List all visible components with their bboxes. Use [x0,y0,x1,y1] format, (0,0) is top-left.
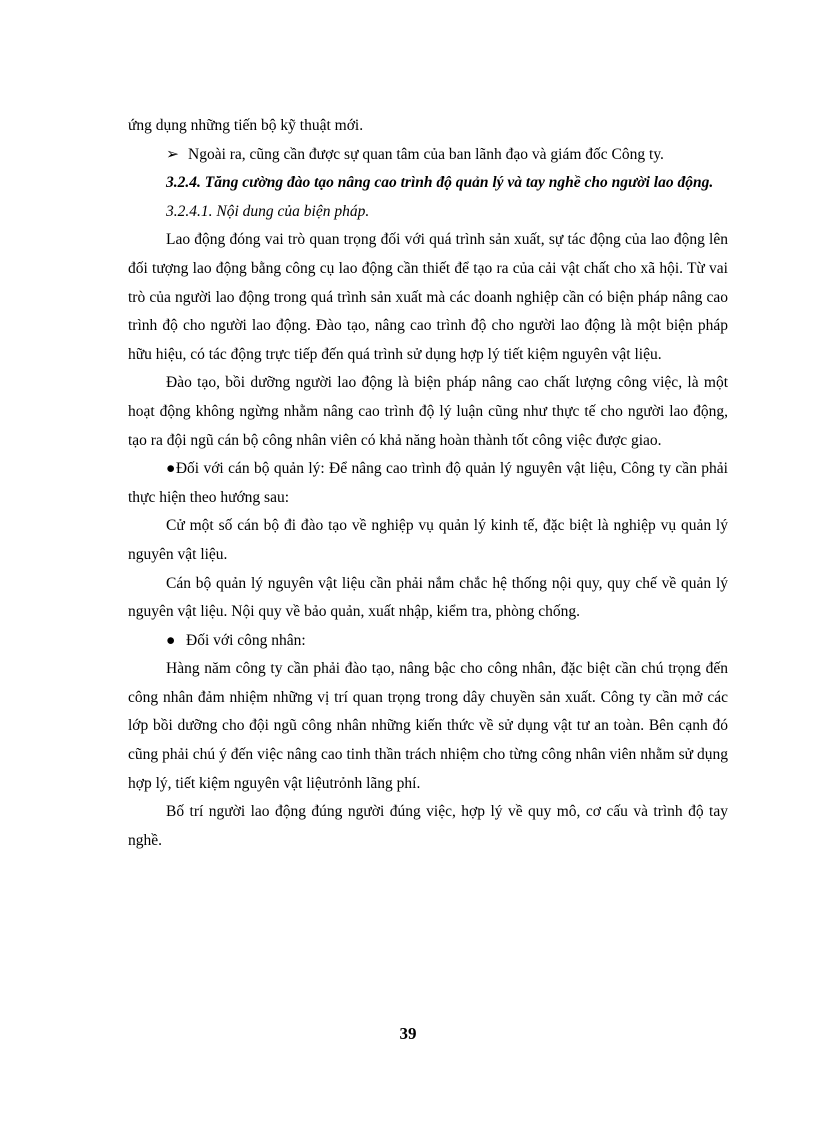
paragraph: Lao động đóng vai trò quan trọng đối với quá trình sản xuất, sự tác động của lao động lên đối tượng lao động bằng công cụ lao động cần thiết để tạo ra của cải vật chất cho xã hội. Từ vai trò của người lao động trong quá trình sản xuất mà các doanh nghiệp cần có biện pháp nâng cao trình độ cho người lao động. Đào tạo, nâng cao trình độ cho người lao động là một biện pháp hữu hiệu, có tác động trực tiếp đến quá trình sử dụng hợp lý tiết kiệm nguyên vật liệu. [128,231,728,363]
bullet-text: Đối với cán bộ quản lý: Để nâng cao trình độ quản lý nguyên vật liệu, Công ty cần phải thực hiện theo hướng sau: [128,460,728,506]
bullet-text: Ngoài ra, cũng cần được sự quan tâm của ban lãnh đạo và giám đốc Công ty. [188,145,664,163]
bullet-text: Đối với công nhân: [186,631,306,649]
document-body [128,112,728,855]
dot-bullet-icon: ● [166,460,176,478]
paragraph: Hàng năm công ty cần phải đào tạo, nâng bậc cho công nhân, đặc biệt cần chú trọng đến công nhân đảm nhiệm những vị trí quan trọng trong dây chuyền sản xuất. Công ty cần mở các lớp bồi dưỡng cho đội ngũ công nhân những kiến thức về sử dụng vật tư an toàn. Bên cạnh đó cũng phải chú ý đến việc nâng cao tinh thần trách nhiệm cho từng công nhân viên nhằm sử dụng hợp lý, tiết kiệm nguyên vật liệutrỏnh lãng phí. [128,660,728,792]
bullet-paragraph [128,141,728,170]
dot-bullet-icon: ● [166,631,176,649]
subsection-heading: 3.2.4.1. Nội dung của biện pháp. [166,202,370,220]
section-heading: 3.2.4. Tăng cường đào tạo nâng cao trình độ quản lý và tay nghề cho người lao động. [166,174,714,192]
paragraph: ứng dụng những tiến bộ kỹ thuật mới. [128,117,364,134]
bullet-paragraph [128,627,728,656]
paragraph: Cử một số cán bộ đi đào tạo về nghiệp vụ quản lý kinh tế, đặc biệt là nghiệp vụ quản lý nguyên vật liệu. [128,517,728,563]
paragraph: Bố trí người lao động đúng người đúng việc, hợp lý về quy mô, cơ cấu và trình độ tay nghề. [128,803,728,849]
bullet-paragraph [128,455,728,512]
arrow-bullet-icon: ➢ [166,145,179,163]
page-number: 39 [399,1024,417,1043]
paragraph: Đào tạo, bồi dưỡng người lao động là biện pháp nâng cao chất lượng công việc, là một hoạt động không ngừng nhằm nâng cao trình độ lý luận cũng như thực tế cho người lao động, tạo ra đội ngũ cán bộ công nhân viên có khả năng hoàn thành tốt công việc được giao. [128,374,728,449]
paragraph: Cán bộ quản lý nguyên vật liệu cần phải nắm chắc hệ thống nội quy, quy chế về quản lý nguyên vật liệu. Nội quy về bảo quản, xuất nhập, kiểm tra, phòng chống. [128,574,728,621]
